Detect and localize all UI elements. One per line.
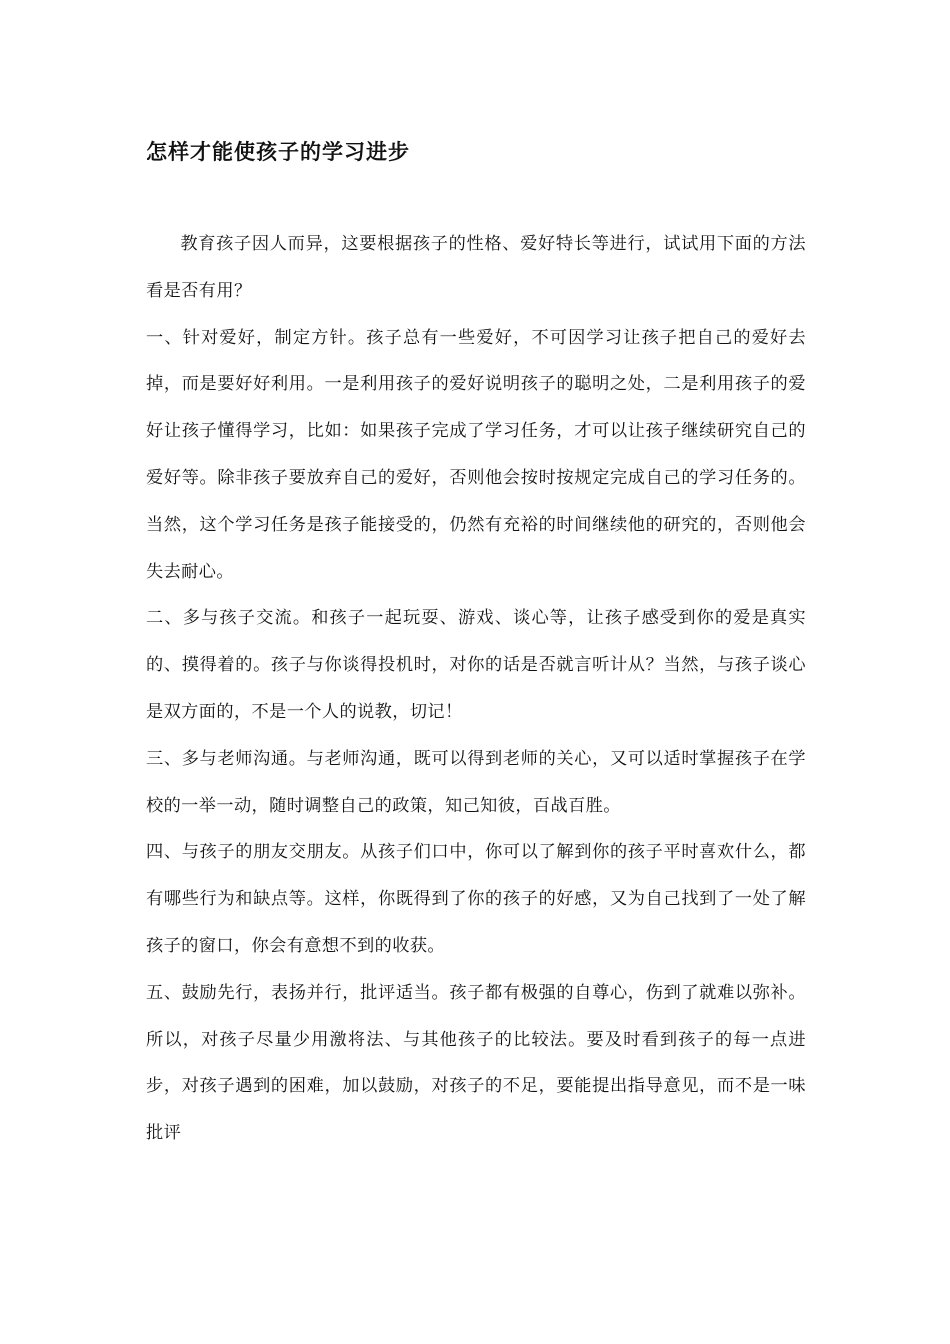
document-title: 怎样才能使孩子的学习进步: [146, 140, 410, 164]
paragraph-intro: 教育孩子因人而异，这要根据孩子的性格、爱好特长等进行，试试用下面的方法看是否有用？: [146, 234, 806, 301]
paragraph-point-5: 五、鼓励先行，表扬并行，批评适当。孩子都有极强的自尊心，伤到了就难以弥补。所以，对孩子尽量少用激将法、与其他孩子的比较法。要及时看到孩子的每一点进步，对孩子遇到的困难，加以鼓励，对孩子的不足，要能提出指导意见，而不是一味批评: [146, 982, 806, 1144]
paragraph-point-4: 四、与孩子的朋友交朋友。从孩子们口中，你可以了解到你的孩子平时喜欢什么，都有哪些行为和缺点等。这样，你既得到了你的孩子的好感，又为自己找到了一处了解孩子的窗口，你会有意想不到的收获。: [146, 842, 806, 956]
paragraph-point-3: 三、多与老师沟通。与老师沟通，既可以得到老师的关心，又可以适时掌握孩子在学校的一举一动，随时调整自己的政策，知己知彼，百战百胜。: [146, 748, 806, 816]
document-body: [146, 221, 806, 1157]
paragraph-point-2: 二、多与孩子交流。和孩子一起玩耍、游戏、谈心等，让孩子感受到你的爱是真实的、摸得着的。孩子与你谈得投机时，对你的话是否就言听计从？当然，与孩子谈心是双方面的，不是一个人的说教，切记！: [146, 608, 806, 722]
paragraph-point-1: 一、针对爱好，制定方针。孩子总有一些爱好，不可因学习让孩子把自己的爱好去掉，而是要好好利用。一是利用孩子的爱好说明孩子的聪明之处，二是利用孩子的爱好让孩子懂得学习，比如：如果孩子完成了学习任务，才可以让孩子继续研究自己的爱好等。除非孩子要放弃自己的爱好，否则他会按时按规定完成自己的学习任务的。当然，这个学习任务是孩子能接受的，仍然有充裕的时间继续他的研究的，否则他会失去耐心。: [146, 327, 806, 582]
